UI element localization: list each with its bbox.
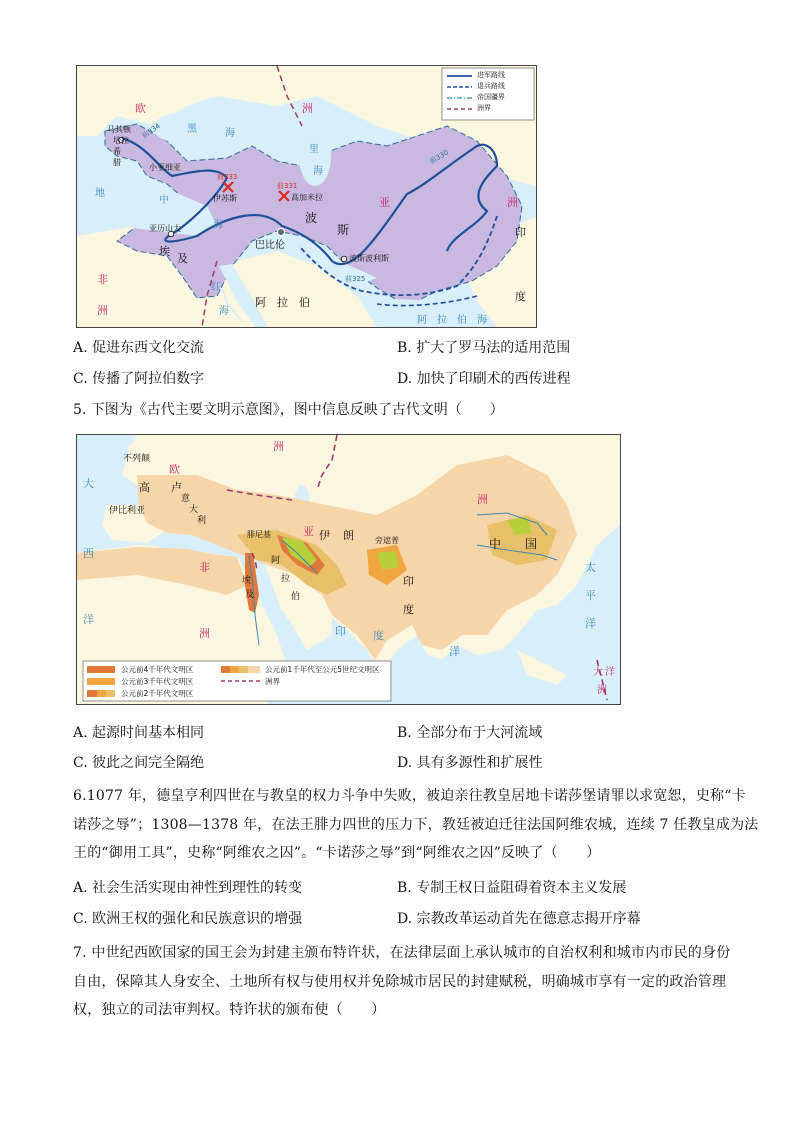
label-oceania-1: 大 [593, 667, 603, 678]
legend-4k-label: 公元前4千年代文明区 [121, 665, 194, 674]
label-asia-2: 洲 [477, 493, 488, 506]
q5-option-d[interactable]: D. 具有多源性和扩展性 [397, 755, 543, 771]
q7-stem [73, 939, 733, 1025]
label-asia-minor: 小亚细亚 [149, 163, 181, 172]
q6-option-d[interactable]: D. 宗教改革运动首先在德意志揭开序幕 [397, 911, 641, 927]
label-atlantic-3: 洋 [83, 613, 94, 626]
label-india-2: 度 [515, 290, 526, 303]
q5-option-b[interactable]: B. 全部分布于大河流域 [397, 725, 543, 741]
legend-continent-label: 洲界 [265, 677, 280, 686]
q4-option-c[interactable]: C. 传播了阿拉伯数字 [73, 371, 205, 387]
label-britain: 不列颠 [123, 454, 151, 464]
label-black-2: 海 [225, 128, 235, 139]
label-arabia-1: 阿 [271, 556, 281, 566]
label-phoenicia: 腓尼基 [247, 530, 271, 539]
label-iberia: 伊比利亚 [109, 506, 146, 516]
label-china-1: 中 [489, 537, 502, 551]
label-pacific-1: 太 [585, 561, 596, 574]
q6-line-2: 诺莎之辱”；1308—1378 年，在法王腓力四世的压力下，教廷被迫迁往法国阿维农城，连续 7 任教皇成为法 [73, 816, 759, 833]
label-gaugamela-year: 前331 [277, 182, 298, 190]
label-alexandria: 亚历山大 [149, 224, 181, 233]
q6-stem [73, 782, 759, 868]
label-italy-2: 大 [189, 505, 199, 515]
label-red-1: 红 [211, 282, 221, 293]
label-punjab: 旁遮普 [375, 536, 399, 545]
label-route-year-1: 前334 [140, 121, 162, 141]
q7-line-2: 自由，保障其人身安全、土地所有权与使用权并免除城市居民的封建赋税，明确城市享有一定的政治管理 [73, 973, 727, 990]
label-egypt-2: 及 [177, 252, 188, 265]
label-arabia-3: 伯 [291, 592, 301, 602]
legend-2k-label: 公元前2千年代文明区 [121, 689, 194, 698]
q5-option-a[interactable]: A. 起源时间基本相同 [73, 725, 205, 741]
label-black-1: 黑 [187, 124, 197, 135]
q4-option-a[interactable]: A. 促进东西文化交流 [73, 340, 205, 356]
label-italy-1: 意 [181, 494, 191, 504]
legend-continent-label: 洲界 [477, 104, 491, 112]
label-gaul-2: 卢 [171, 481, 182, 494]
legend-retreat-label: 退兵路线 [477, 82, 505, 90]
label-macedonia: 马其顿 [107, 125, 131, 134]
label-med-1: 地 [95, 188, 105, 199]
label-indian-ocean-3: 洋 [449, 645, 460, 658]
label-india-1: 印 [515, 226, 526, 239]
label-persia-2: 斯 [337, 223, 350, 237]
q6-option-c[interactable]: C. 欧洲王权的强化和民族意识的增强 [73, 911, 303, 927]
label-greece-2: 腊 [113, 158, 121, 167]
label-africa-1: 非 [199, 561, 210, 574]
label-china-2: 国 [525, 537, 538, 551]
label-africa-1: 非 [97, 273, 108, 286]
label-route-year-2: 前330 [428, 148, 451, 166]
label-caspian-2: 海 [313, 166, 323, 177]
label-asia-1: 亚 [379, 196, 390, 209]
label-babylon: 巴比伦 [255, 240, 285, 251]
label-arabia: 阿 拉 伯 [255, 296, 310, 309]
label-gaul-1: 高 [139, 481, 150, 494]
label-caspian-1: 里 [309, 144, 319, 155]
ancient-civilizations-map [76, 434, 621, 705]
legend-border-label: 帝国疆界 [477, 93, 505, 101]
label-egypt-1: 埃 [242, 576, 252, 586]
label-pacific-2: 平 [585, 589, 596, 602]
label-pacific-3: 洋 [585, 617, 596, 630]
label-asia-1: 亚 [303, 525, 314, 538]
label-italy-3: 利 [197, 516, 207, 526]
q6-line-1: 6.1077 年，德皇亨利四世在与教皇的权力斗争中失败，被迫亲往教皇居地卡诺莎堡请罪以求宽恕，史称“卡 [73, 788, 746, 804]
label-egypt-2: 及 [245, 590, 255, 600]
legend-3k-label: 公元前3千年代文明区 [121, 677, 194, 686]
label-gaugamela: 高加米拉 [291, 193, 323, 202]
label-iran-1: 伊 [319, 529, 330, 542]
label-indian-ocean-1: 印 [335, 625, 346, 638]
q6-option-a[interactable]: A. 社会生活实现由神性到理性的转变 [73, 880, 303, 896]
label-europe-1: 欧 [135, 102, 146, 115]
label-europe-2: 洲 [302, 102, 313, 115]
label-asia-2: 洲 [507, 196, 518, 209]
label-atlantic-1: 大 [83, 477, 94, 490]
legend-1k-label: 公元前1千年代至公元5世纪文明区 [265, 665, 380, 674]
label-arabia-2: 拉 [281, 574, 291, 584]
label-iran-2: 朗 [343, 529, 354, 542]
label-europe-2: 洲 [273, 440, 284, 453]
label-persia-1: 波 [305, 211, 318, 225]
q6-option-b[interactable]: B. 专制王权日益阻碍着资本主义发展 [397, 880, 627, 896]
q4-option-b[interactable]: B. 扩大了罗马法的适用范围 [397, 340, 571, 356]
label-red-2: 海 [219, 306, 229, 317]
label-africa-2: 洲 [97, 304, 108, 317]
label-pella: 培拉 [113, 136, 129, 145]
label-india-2: 度 [403, 603, 414, 616]
q4-option-d[interactable]: D. 加快了印刷术的西传进程 [397, 371, 571, 387]
q5-option-c[interactable]: C. 彼此之间完全隔绝 [73, 755, 205, 771]
q7-line-3: 权，独立的司法审判权。特许状的颁布使（ ） [73, 1002, 386, 1018]
label-egypt-1: 埃 [159, 245, 170, 258]
label-oceania-2: 洋 [605, 667, 615, 678]
legend-advance-label: 进军路线 [477, 71, 505, 79]
q6-line-3: 王的“御用工具”，史称“阿维农之囚”。“卡诺莎之辱”到“阿维农之囚”反映了（ ） [73, 845, 601, 861]
label-med-2: 中 [159, 195, 169, 206]
label-oceania-3: 洲 [597, 685, 607, 696]
label-med-3: 海 [213, 220, 223, 231]
q5-stem: 5. 下图为《古代主要文明示意图》，图中信息反映了古代文明（ ） [73, 402, 504, 418]
q7-line-1: 7. 中世纪西欧国家的国王会为封建主颁布特许状，在法律层面上承认城市的自治权利和城市内市民的身份 [73, 945, 731, 961]
label-atlantic-2: 西 [83, 547, 94, 560]
alexander-campaign-map [76, 65, 537, 328]
label-route-year-3: 前325 [345, 275, 366, 283]
label-issus: 伊苏斯 [213, 194, 237, 203]
label-europe-1: 欧 [169, 463, 180, 476]
label-issus-year: 前333 [217, 173, 238, 181]
label-indian-ocean-2: 度 [373, 629, 384, 642]
label-persepolis: 波斯波利斯 [349, 254, 389, 263]
label-arabian-sea: 阿 拉 伯 海 [417, 315, 487, 326]
label-india-1: 印 [403, 575, 414, 588]
label-greece-1: 希 [113, 147, 121, 156]
label-africa-2: 洲 [199, 627, 210, 640]
